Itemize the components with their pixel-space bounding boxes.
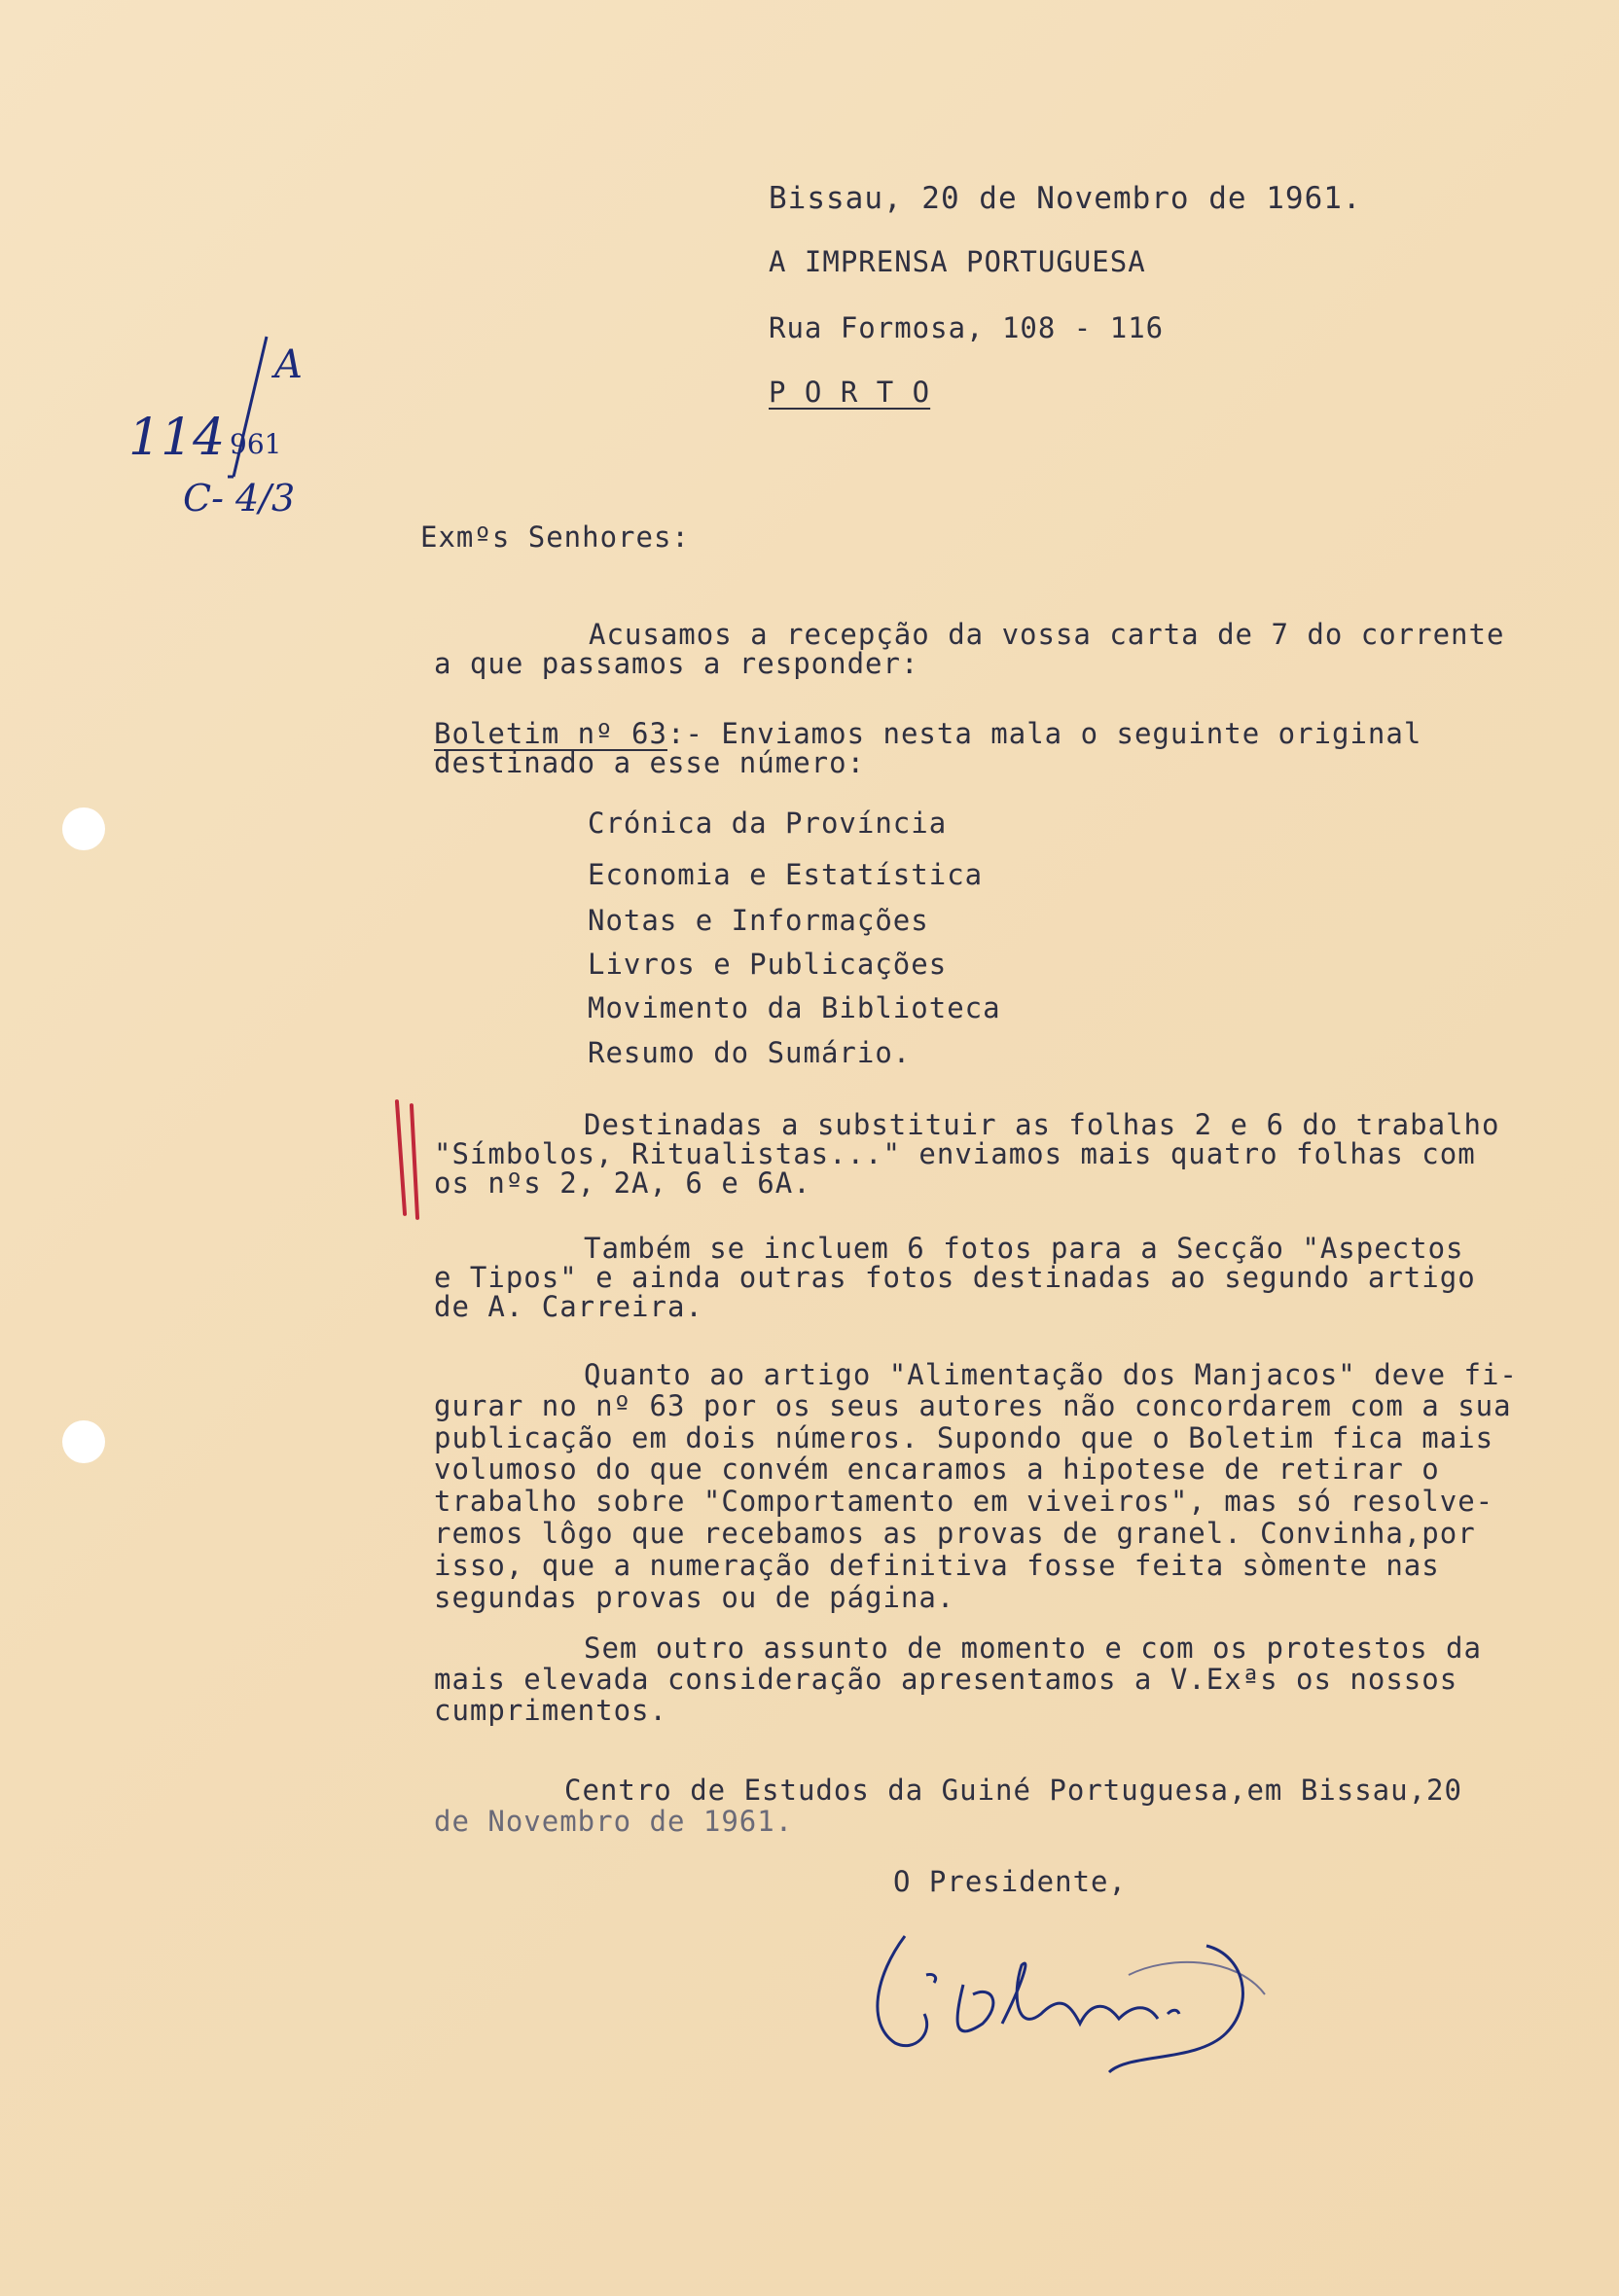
punch-hole-bottom [62, 1420, 105, 1463]
recipient-address: Rua Formosa, 108 - 116 [769, 311, 1165, 344]
boletim-label: Boletim nº 63 [434, 717, 667, 750]
paragraph-2-line-1: :- Enviamos nesta mala o seguinte original [667, 717, 1422, 750]
paragraph-5-line-7: isso, que a numeração definitiva fosse feita sòmente nas [434, 1549, 1440, 1582]
paragraph-5-line-3: publicação em dois números. Supondo que o Boletim fica mais [434, 1421, 1494, 1454]
list-item-economia: Economia e Estatística [588, 858, 984, 891]
list-item-livros: Livros e Publicações [588, 948, 948, 981]
paragraph-6-line-1: Sem outro assunto de momento e com os protestos da [584, 1632, 1482, 1665]
paragraph-1-line-1: Acusamos a recepção da vossa carta de 7 do corrente [589, 618, 1505, 651]
signer-title: O Presidente, [893, 1865, 1127, 1898]
paragraph-5-line-8: segundas provas ou de página. [434, 1581, 955, 1614]
closing-line-2: de Novembro de 1961. [434, 1805, 794, 1838]
paragraph-6-line-2: mais elevada consideração apresentamos a V.Exªs os nossos [434, 1663, 1458, 1696]
paragraph-4-line-2: e Tipos" e ainda outras fotos destinadas ao segundo artigo [434, 1261, 1476, 1294]
paragraph-3-line-1: Destinadas a substituir as folhas 2 e 6 do trabalho [584, 1108, 1500, 1141]
paragraph-5-line-2: gurar no nº 63 por os seus autores não concordarem com a sua [434, 1389, 1512, 1422]
paragraph-6-line-3: cumprimentos. [434, 1694, 667, 1727]
punch-hole-top [62, 807, 105, 850]
margin-ref-code: C- 4/3 [183, 477, 296, 520]
paragraph-5-line-6: remos lôgo que recebamos as provas de granel. Convinha,por [434, 1517, 1476, 1550]
president-signature [837, 1917, 1304, 2092]
list-item-cronica: Crónica da Província [588, 807, 948, 840]
paragraph-5-line-1: Quanto ao artigo "Alimentação dos Manjacos" deve fi- [584, 1358, 1518, 1391]
paragraph-5-line-5: trabalho sobre "Comportamento em viveiros", mas só resolve- [434, 1485, 1494, 1518]
margin-ref-year: 961 [230, 428, 282, 460]
date-line: Bissau, 20 de Novembro de 1961. [769, 181, 1362, 216]
margin-slash-mark [220, 331, 278, 486]
list-item-resumo: Resumo do Sumário. [588, 1036, 912, 1069]
paragraph-1-line-2: a que passamos a responder: [434, 647, 919, 680]
margin-ref-number: 114 [128, 409, 226, 467]
closing-line-1: Centro de Estudos da Guiné Portuguesa,em Bissau,20 [564, 1774, 1462, 1807]
paragraph-5-line-4: volumoso do que convém encaramos a hipotese de retirar o [434, 1453, 1440, 1486]
margin-note-letter: A [274, 342, 303, 387]
red-pencil-mark-2 [410, 1103, 419, 1220]
paragraph-3-line-3: os nºs 2, 2A, 6 e 6A. [434, 1166, 811, 1200]
list-item-movimento: Movimento da Biblioteca [588, 991, 1001, 1024]
paragraph-2-line-2: destinado a esse número: [434, 746, 866, 779]
salutation: Exmºs Senhores: [420, 520, 690, 554]
recipient-name: A IMPRENSA PORTUGUESA [769, 245, 1146, 278]
list-item-notas: Notas e Informações [588, 904, 929, 937]
recipient-city: P O R T O [769, 376, 931, 409]
red-pencil-mark-1 [395, 1099, 407, 1216]
paragraph-3-line-2: "Símbolos, Ritualistas..." enviamos mais quatro folhas com [434, 1137, 1476, 1170]
paragraph-4-line-3: de A. Carreira. [434, 1290, 703, 1323]
paragraph-4-line-1: Também se incluem 6 fotos para a Secção "Aspectos [584, 1232, 1464, 1265]
